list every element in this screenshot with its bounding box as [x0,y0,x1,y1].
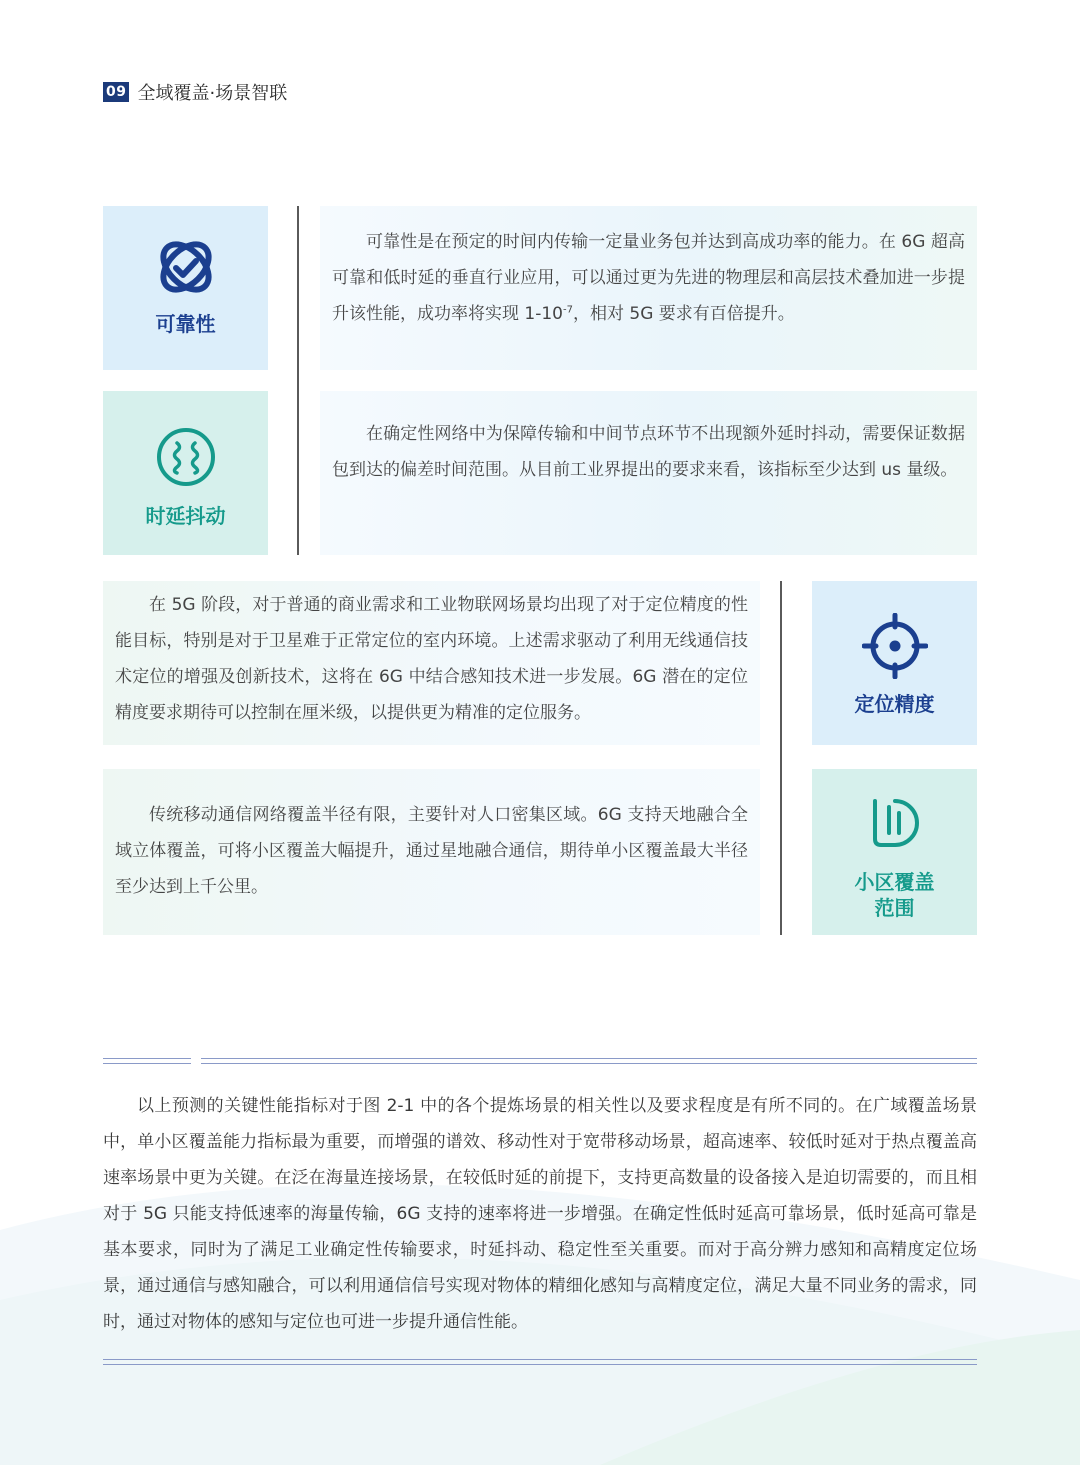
summary-top-rule-left [103,1058,191,1064]
divider-line-left [297,206,299,555]
coverage-card [812,769,977,935]
section-title: 全域覆盖·场景智联 [137,83,288,104]
summary-top-rule-right [201,1058,977,1064]
reliability-label: 可靠性 [155,312,216,336]
jitter-wave-icon [155,426,217,488]
positioning-description: 在 5G 阶段，对于普通的商业需求和工业物联网场景均出现了对于定位精度的性能目标，特别是对于卫星难于正常定位的室内环境。上述需求驱动了利用无线通信技术定位的增强及创新技术，这将在 6G 中结合感知技术进一步发展。6G 潜在的定位精度要求期待可以控制在厘米级，以提供更为精准的定位服务。 [115,595,748,723]
coverage-label-line2: 范围 [874,896,915,920]
jitter-card [103,391,268,555]
cell-coverage-icon [865,793,925,853]
jitter-description: 在确定性网络中为保障传输和中间节点环节不出现额外延时抖动，需要保证数据包到达的偏差时间范围。从目前工业界提出的要求来看，该指标至少达到 us 量级。 [332,424,965,480]
positioning-text-panel [103,581,760,745]
summary-section [103,1088,977,1340]
crosshair-icon [862,613,928,679]
page-number: 09 [103,82,129,102]
summary-bottom-rule [103,1359,977,1365]
shield-check-icon [154,235,218,299]
coverage-label-line1: 小区覆盖 [854,870,935,894]
reliability-description: 可靠性是在预定的时间内传输一定量业务包并达到高成功率的能力。在 6G 超高可靠和低时延的垂直行业应用，可以通过更为先进的物理层和高层技术叠加进一步提升该性能，成功率将实现 $1-10^{-7}$，相对 5G 要求有百倍提升。 [332,232,965,324]
positioning-label: 定位精度 [854,692,935,716]
summary-paragraph: 以上预测的关键性能指标对于图 2-1 中的各个提炼场景的相关性以及要求程度是有所不同的。在广域覆盖场景中，单小区覆盖能力指标最为重要，而增强的谱效、移动性对于宽带移动场景，超高速率、较低时延对于热点覆盖高速率场景中更为关键。在泛在海量连接场景，在较低时延的前提下，支持更高数量的设备接入是迫切需要的，而且相对于 5G 只能支持低速率的海量传输，6G 支持的速率将进一步增强。在确定性低时延高可靠场景，低时延高可靠是基本要求，同时为了满足工业确定性传输要求，时延抖动、稳定性至关重要。而对于高分辨力感知和高精度定位场景，通过通信与感知融合，可以利用通信信号实现对物体的精细化感知与高精度定位，满足大量不同业务的需求，同时，通过对物体的感知与定位也可进一步提升通信性能。 [103,1096,977,1332]
jitter-label: 时延抖动 [145,504,226,528]
page-header [103,80,287,104]
positioning-card [812,581,977,745]
divider-line-right [780,581,782,935]
coverage-text-panel [103,769,760,935]
reliability-text-panel [320,206,977,370]
coverage-description: 传统移动通信网络覆盖半径有限，主要针对人口密集区域。6G 支持天地融合全域立体覆盖，可将小区覆盖大幅提升，通过星地融合通信，期待单小区覆盖最大半径至少达到上千公里。 [115,805,748,897]
jitter-text-panel [320,391,977,555]
reliability-card [103,206,268,370]
